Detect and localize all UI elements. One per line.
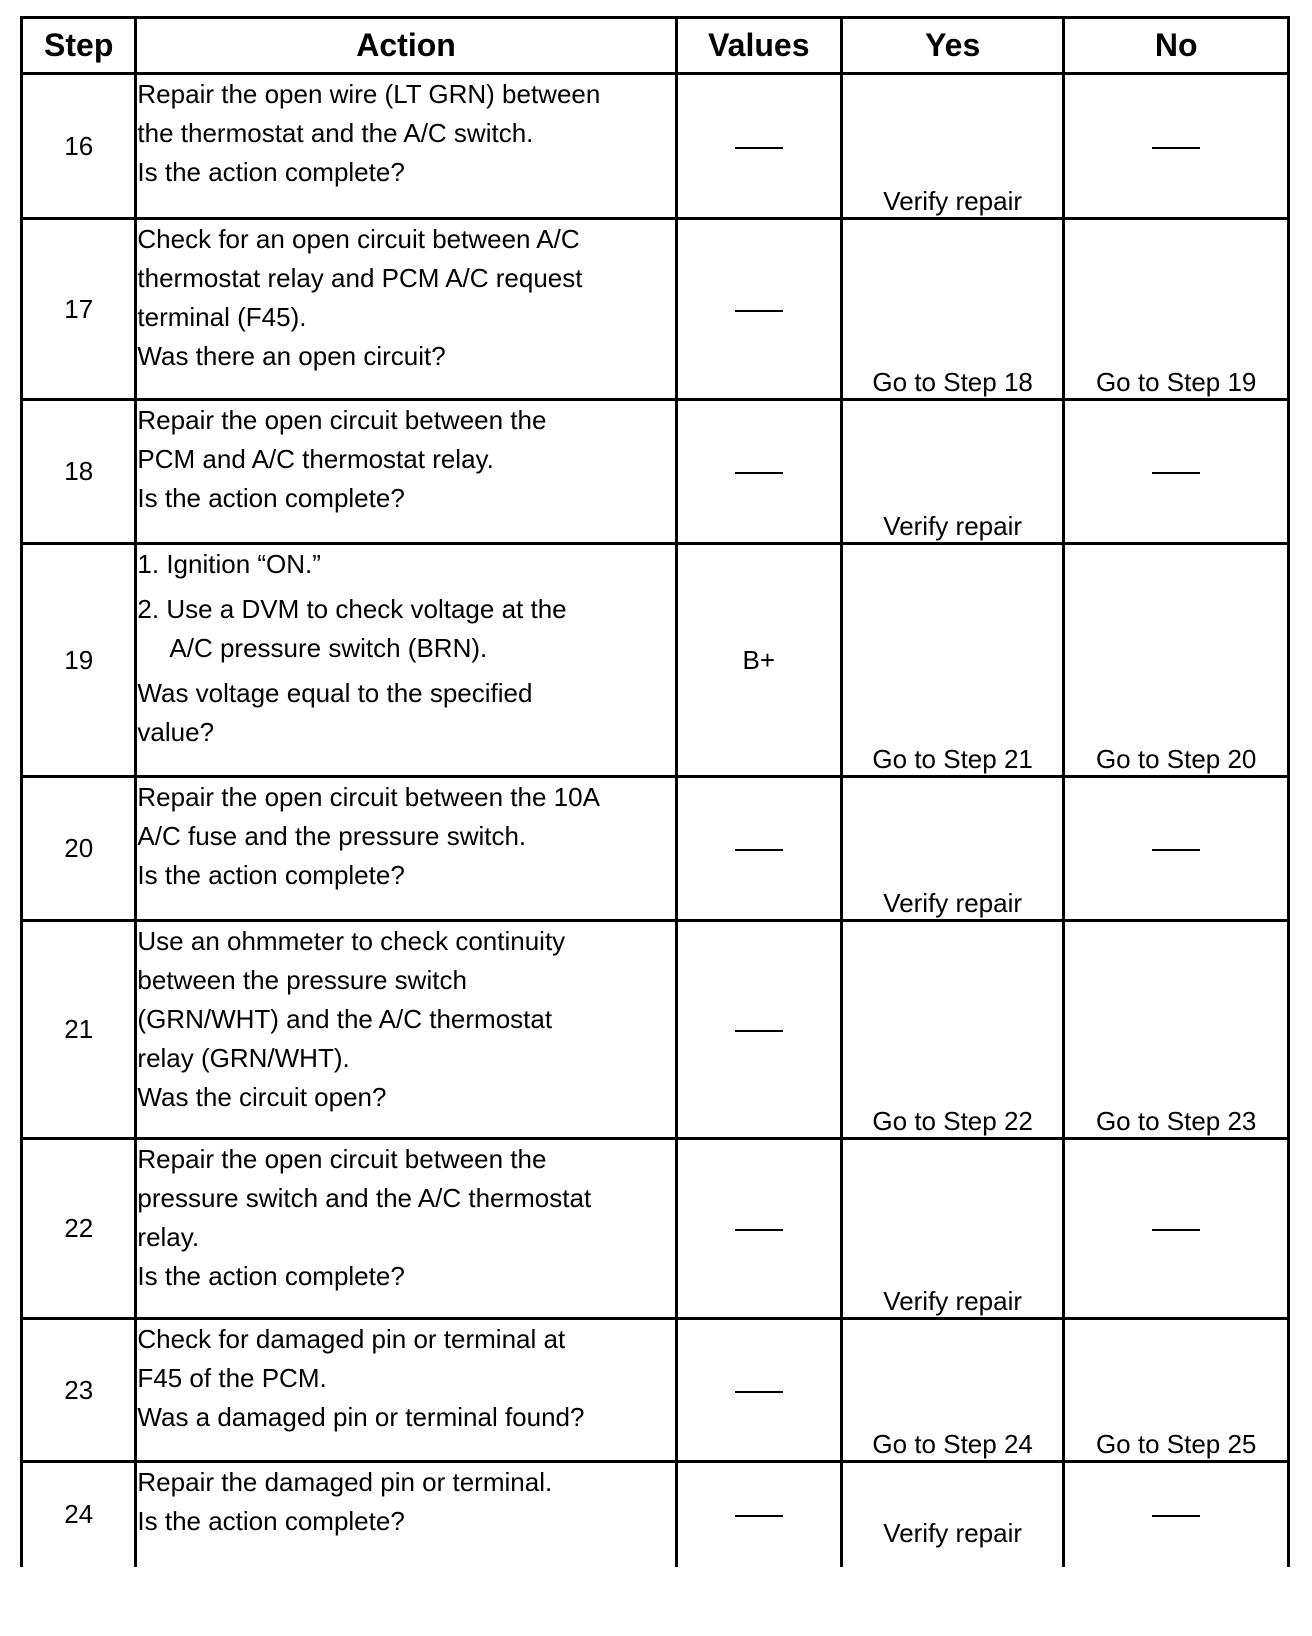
action-line: Repair the damaged pin or terminal. — [137, 1467, 553, 1497]
header-row — [22, 18, 1289, 74]
step-number: 23 — [22, 1319, 136, 1462]
step-number: 19 — [22, 544, 136, 777]
value-dash — [676, 74, 841, 219]
no-result: Go to Step 20 — [1064, 544, 1289, 777]
step-number: 21 — [22, 921, 136, 1139]
action-line: terminal (F45). — [137, 302, 307, 332]
yes-result: Verify repair — [841, 1139, 1063, 1319]
action-question: Was voltage equal to the specified — [137, 678, 533, 708]
table-row-step-17 — [22, 219, 1289, 400]
no-dash — [1064, 1462, 1289, 1567]
header-yes: Yes — [841, 18, 1063, 74]
action-line: Was a damaged pin or terminal found? — [137, 1402, 585, 1432]
value-dash — [676, 777, 841, 921]
yes-result: Verify repair — [841, 74, 1063, 219]
action-text — [136, 219, 676, 400]
step-number: 17 — [22, 219, 136, 400]
table-row-step-22 — [22, 1139, 1289, 1319]
no-result: Go to Step 19 — [1064, 219, 1289, 400]
no-dash — [1064, 1139, 1289, 1319]
action-text — [136, 921, 676, 1139]
action-line: (GRN/WHT) and the A/C thermostat — [137, 1004, 553, 1034]
action-line: A/C fuse and the pressure switch. — [137, 821, 527, 851]
value-text: B+ — [676, 544, 841, 777]
action-line: Is the action complete? — [137, 157, 405, 187]
action-line: F45 of the PCM. — [137, 1363, 327, 1393]
action-line: Check for damaged pin or terminal at — [137, 1324, 566, 1354]
table-row-step-19 — [22, 544, 1289, 777]
action-item-2: 2. Use a DVM to check voltage at the — [137, 594, 567, 624]
action-text — [136, 1462, 676, 1567]
yes-result: Go to Step 21 — [841, 544, 1063, 777]
step-number: 20 — [22, 777, 136, 921]
no-result: Go to Step 25 — [1064, 1319, 1289, 1462]
action-line: PCM and A/C thermostat relay. — [137, 444, 494, 474]
action-text — [136, 1319, 676, 1462]
action-line: relay (GRN/WHT). — [137, 1043, 350, 1073]
yes-result: Verify repair — [841, 400, 1063, 544]
header-action: Action — [136, 18, 676, 74]
value-dash — [676, 1462, 841, 1567]
yes-result: Verify repair — [841, 777, 1063, 921]
action-line: Is the action complete? — [137, 1261, 405, 1291]
action-line: relay. — [137, 1222, 200, 1252]
table-row-step-23 — [22, 1319, 1289, 1462]
table-row-step-24 — [22, 1462, 1289, 1567]
action-line: Was there an open circuit? — [137, 341, 446, 371]
action-line: between the pressure switch — [137, 965, 467, 995]
table-row-step-18 — [22, 400, 1289, 544]
action-line: pressure switch and the A/C thermostat — [137, 1183, 592, 1213]
action-item-1: 1. Ignition “ON.” — [137, 549, 321, 579]
diagnostic-table — [20, 16, 1290, 1567]
action-text — [136, 544, 676, 777]
action-line: Check for an open circuit between A/C — [137, 224, 580, 254]
step-number: 22 — [22, 1139, 136, 1319]
value-dash — [676, 1319, 841, 1462]
action-line: Repair the open circuit between the — [137, 1144, 547, 1174]
action-text — [136, 1139, 676, 1319]
no-dash — [1064, 74, 1289, 219]
action-text — [136, 777, 676, 921]
no-dash — [1064, 777, 1289, 921]
yes-result: Go to Step 18 — [841, 219, 1063, 400]
header-no: No — [1064, 18, 1289, 74]
action-text — [136, 74, 676, 219]
step-number: 16 — [22, 74, 136, 219]
header-step: Step — [22, 18, 136, 74]
table-row-step-21 — [22, 921, 1289, 1139]
action-line: the thermostat and the A/C switch. — [137, 118, 534, 148]
header-values: Values — [676, 18, 841, 74]
action-line: Is the action complete? — [137, 860, 405, 890]
action-line: Repair the open circuit between the — [137, 405, 547, 435]
action-line: Is the action complete? — [137, 483, 405, 513]
no-dash — [1064, 400, 1289, 544]
yes-result: Verify repair — [841, 1462, 1063, 1567]
yes-result: Go to Step 24 — [841, 1319, 1063, 1462]
step-number: 18 — [22, 400, 136, 544]
table-row-step-16 — [22, 74, 1289, 219]
action-line: Repair the open circuit between the 10A — [137, 782, 600, 812]
action-line: Was the circuit open? — [137, 1082, 387, 1112]
value-dash — [676, 921, 841, 1139]
action-line: Is the action complete? — [137, 1506, 405, 1536]
value-dash — [676, 219, 841, 400]
step-number: 24 — [22, 1462, 136, 1567]
action-text — [136, 400, 676, 544]
no-result: Go to Step 23 — [1064, 921, 1289, 1139]
action-line: thermostat relay and PCM A/C request — [137, 263, 583, 293]
action-item-2-cont: A/C pressure switch (BRN). — [169, 633, 488, 663]
action-line: Use an ohmmeter to check continuity — [137, 926, 566, 956]
action-line: Repair the open wire (LT GRN) between — [137, 79, 601, 109]
table-row-step-20 — [22, 777, 1289, 921]
value-dash — [676, 1139, 841, 1319]
action-question-cont: value? — [137, 717, 215, 747]
yes-result: Go to Step 22 — [841, 921, 1063, 1139]
value-dash — [676, 400, 841, 544]
